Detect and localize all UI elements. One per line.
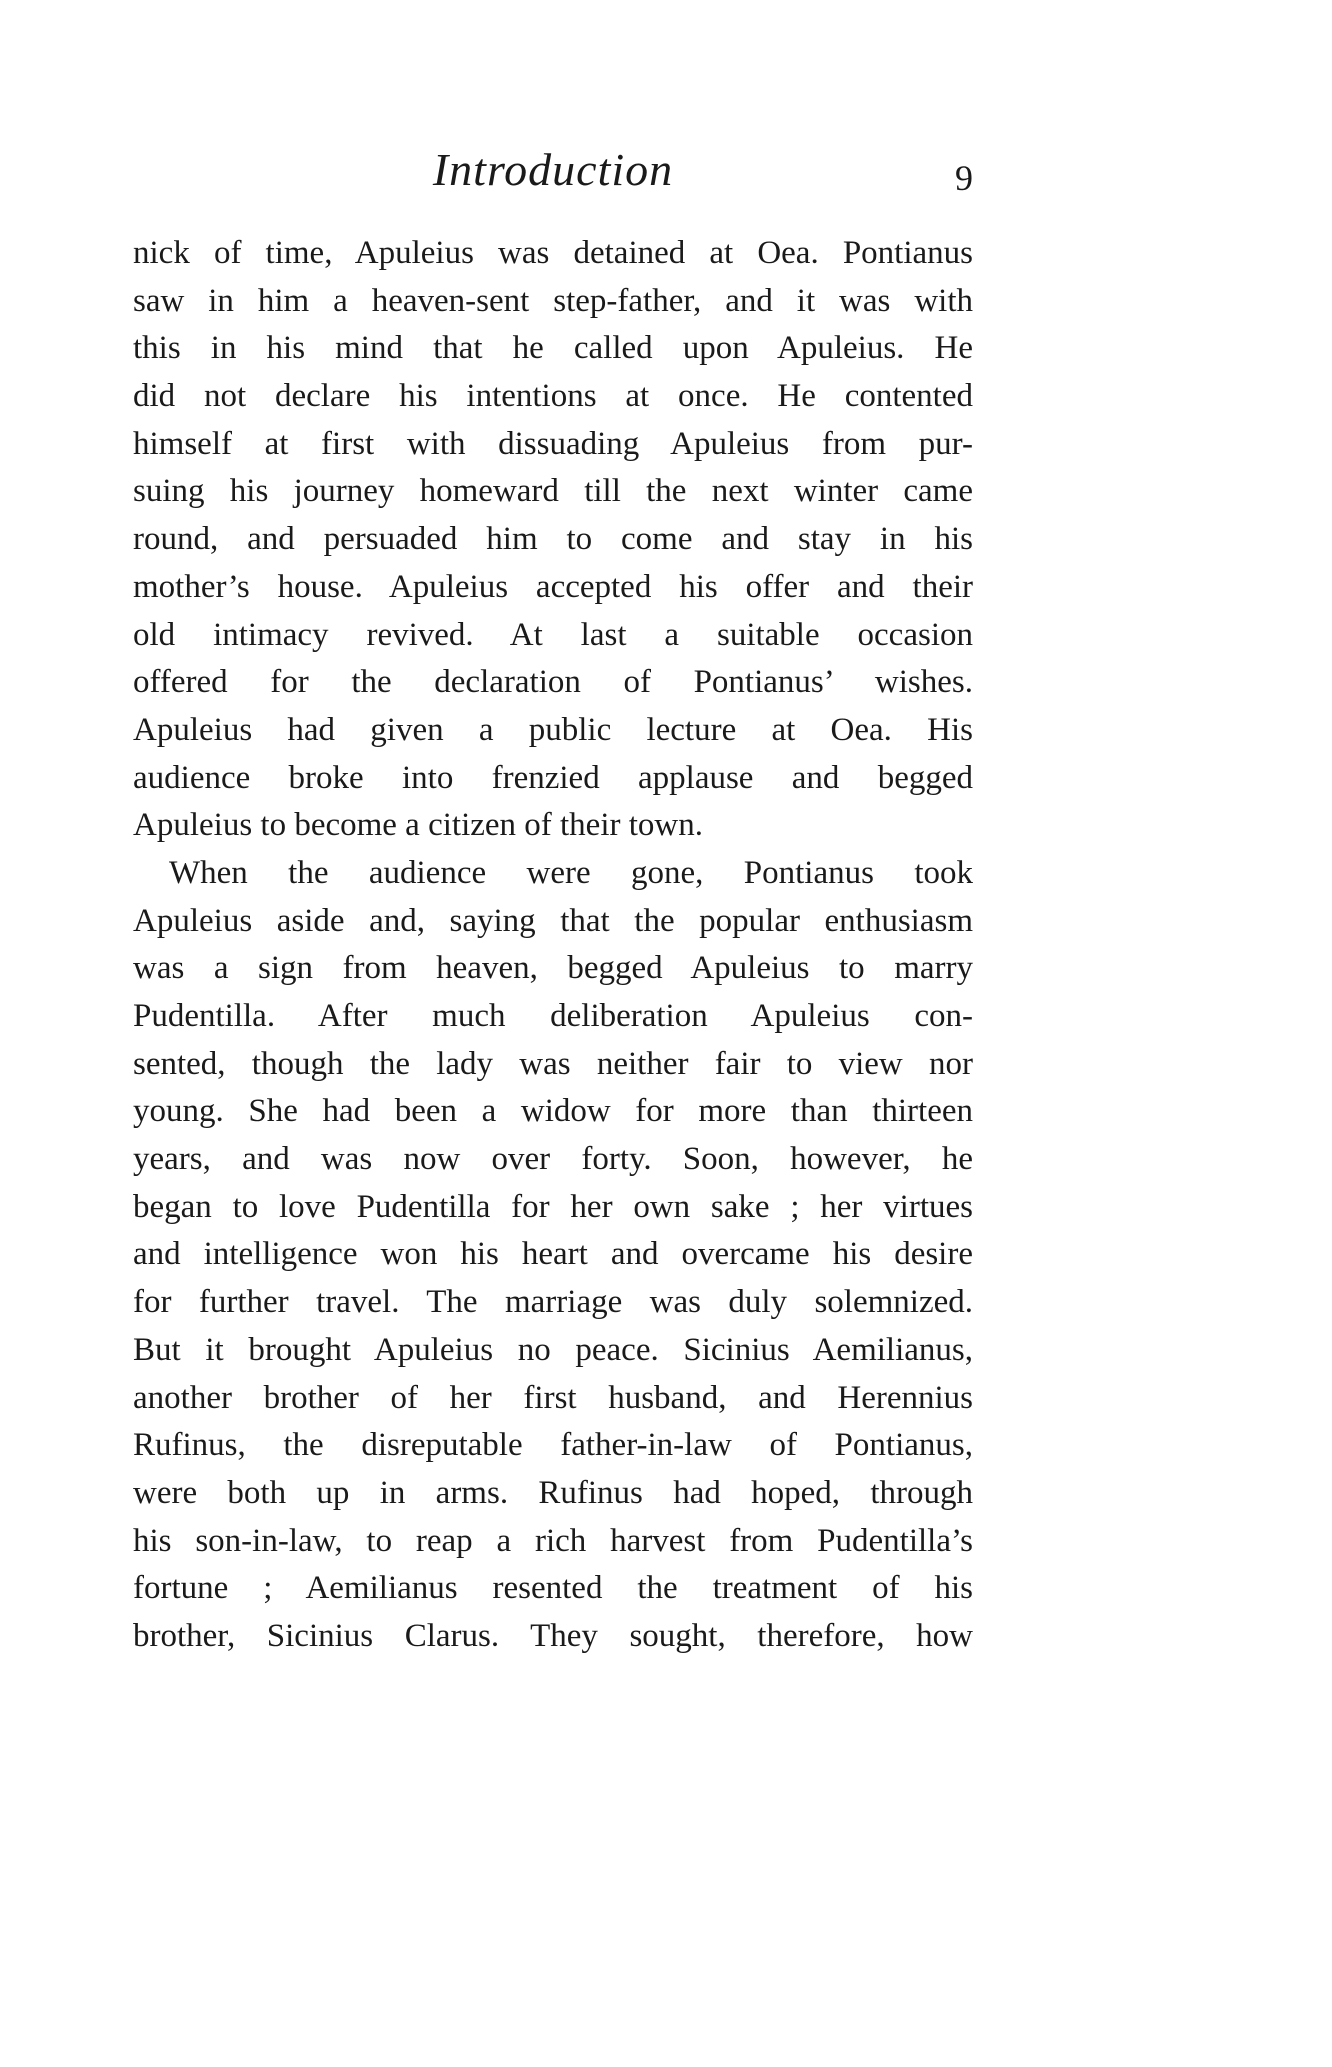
text-line: Apuleius aside and, saying that the popular enthusiasm — [133, 902, 973, 939]
text-line: nick of time, Apuleius was detained at Oea. Pontianus — [133, 235, 973, 271]
text-line: his son-in-law, to reap a rich harvest from Pudentilla’s — [133, 1522, 973, 1559]
text-line: was a sign from heaven, begged Apuleius to marry — [133, 950, 973, 987]
text-line: Apuleius to become a citizen of their town. — [133, 807, 703, 844]
text-line: for further travel. The marriage was duly solemnized. — [133, 1284, 973, 1321]
text-line: were both up in arms. Rufinus had hoped, through — [133, 1474, 973, 1511]
text-line: brother, Sicinius Clarus. They sought, therefore, how — [133, 1617, 973, 1654]
page-number: 9 — [955, 158, 973, 198]
text-line: himself at first with dissuading Apuleius from pur- — [133, 425, 973, 462]
running-head — [133, 140, 973, 200]
text-line: sented, though the lady was neither fair to view nor — [133, 1045, 973, 1082]
text-line: did not declare his intentions at once. He contented — [133, 378, 973, 415]
text-line: mother’s house. Apuleius accepted his offer and their — [133, 568, 973, 605]
text-line: round, and persuaded him to come and stay in his — [133, 521, 973, 558]
text-line: this in his mind that he called upon Apuleius. He — [133, 330, 973, 367]
text-line: Pudentilla. After much deliberation Apuleius con- — [133, 998, 973, 1034]
text-line: began to love Pudentilla for her own sake ; her virtues — [133, 1188, 973, 1225]
text-line: old intimacy revived. At last a suitable occasion — [133, 616, 973, 653]
text-line: offered for the declaration of Pontianus’ wishes. — [133, 664, 973, 701]
text-line: audience broke into frenzied applause and begged — [133, 759, 973, 796]
text-line: and intelligence won his heart and overcame his desire — [133, 1236, 973, 1273]
text-line: saw in him a heaven-sent step-father, and it was with — [133, 282, 973, 319]
text-line: young. She had been a widow for more than thirteen — [133, 1093, 973, 1130]
text-line: But it brought Apuleius no peace. Sicinius Aemilianus, — [133, 1331, 973, 1368]
text-line: Rufinus, the disreputable father-in-law of Pontianus, — [133, 1427, 973, 1464]
text-line: years, and was now over forty. Soon, however, he — [133, 1141, 973, 1178]
running-title: Introduction — [432, 144, 674, 195]
text-line: Apuleius had given a public lecture at Oea. His — [133, 711, 973, 748]
text-line: another brother of her first husband, and Herennius — [133, 1379, 973, 1416]
text-line: suing his journey homeward till the next winter came — [133, 473, 973, 510]
text-line: fortune ; Aemilianus resented the treatment of his — [133, 1570, 973, 1607]
body-text — [133, 230, 973, 1661]
text-line: When the audience were gone, Pontianus took — [169, 854, 973, 891]
